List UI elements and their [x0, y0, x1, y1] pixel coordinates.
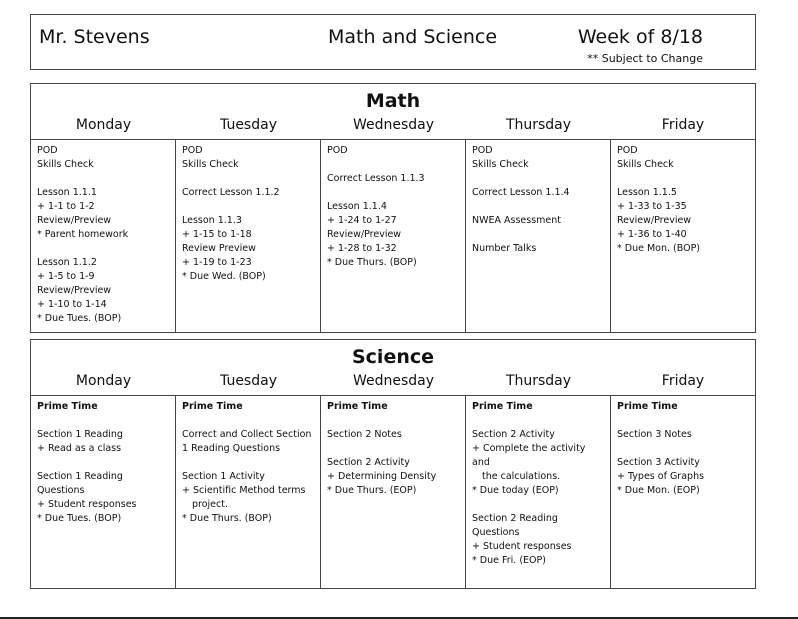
plan-line: POD — [617, 145, 638, 156]
plan-line: Prime Time — [617, 401, 678, 412]
plan-line: Questions — [472, 527, 520, 538]
teacher-name: Mr. Stevens — [39, 26, 150, 48]
plan-line: * Due Thurs. (EOP) — [327, 485, 417, 496]
plan-line: * Due today (EOP) — [472, 485, 559, 496]
plan-line: * Due Tues. (BOP) — [37, 513, 122, 524]
plan-line: Number Talks — [472, 243, 537, 254]
science-cell-tuesday — [176, 396, 321, 588]
plan-line — [327, 186, 461, 200]
subject-to-change-note: ** Subject to Change — [587, 52, 703, 65]
plan-line — [617, 172, 751, 186]
plan-line: + Determining Density — [327, 471, 437, 482]
plan-line — [327, 442, 461, 456]
plan-line — [327, 414, 461, 428]
plan-line: Skills Check — [37, 159, 94, 170]
science-cell-thursday — [466, 396, 611, 588]
plan-line — [37, 456, 171, 470]
plan-line: + Student responses — [37, 499, 137, 510]
science-title: Science — [351, 346, 435, 368]
plan-line: Section 3 Activity — [617, 457, 700, 468]
plan-line — [182, 200, 316, 214]
math-day-friday: Friday — [661, 117, 705, 133]
plan-line: + Read as a class — [37, 443, 122, 454]
math-cell-tuesday — [176, 140, 321, 332]
science-day-monday: Monday — [75, 373, 132, 389]
plan-line: + 1-24 to 1-27 — [327, 215, 397, 226]
plan-line: * Due Thurs. (BOP) — [327, 257, 417, 268]
plan-line: Section 2 Notes — [327, 429, 402, 440]
week-label: Week of 8/18 — [577, 26, 703, 48]
plan-line — [472, 200, 606, 214]
plan-line: Prime Time — [182, 401, 243, 412]
plan-line: the calculations. — [482, 471, 561, 482]
plan-line: * Due Tues. (BOP) — [37, 313, 122, 324]
math-cell-thursday — [466, 140, 611, 332]
plan-line: Section 1 Reading — [37, 471, 123, 482]
plan-line: Section 3 Notes — [617, 429, 692, 440]
plan-line: POD — [182, 145, 203, 156]
plan-line: POD — [327, 145, 348, 156]
science-day-headers — [31, 373, 755, 395]
plan-line: Review/Preview — [617, 215, 692, 226]
plan-line — [37, 242, 171, 256]
plan-line: + 1-10 to 1-14 — [37, 299, 107, 310]
plan-line: * Due Fri. (EOP) — [472, 555, 546, 566]
plan-line: Lesson 1.1.5 — [617, 187, 677, 198]
plan-line: Correct and Collect Section — [182, 429, 312, 440]
science-day-tuesday: Tuesday — [220, 373, 277, 389]
plan-line: + 1-19 to 1-23 — [182, 257, 252, 268]
plan-line: * Due Mon. (BOP) — [617, 243, 701, 254]
math-cell-monday — [31, 140, 176, 332]
science-day-thursday: Thursday — [505, 373, 572, 389]
plan-line: Skills Check — [472, 159, 529, 170]
plan-line: Review/Preview — [327, 229, 402, 240]
plan-line — [472, 414, 606, 428]
math-cell-friday — [611, 140, 755, 332]
science-plan-row — [31, 395, 755, 588]
plan-line: * Parent homework — [37, 229, 129, 240]
plan-line: * Due Wed. (BOP) — [182, 271, 266, 282]
plan-line: Prime Time — [37, 401, 98, 412]
math-plan-row — [31, 139, 755, 332]
plan-line: POD — [37, 145, 58, 156]
plan-line — [472, 228, 606, 242]
math-day-monday: Monday — [75, 117, 132, 133]
plan-line: Review/Preview — [37, 285, 112, 296]
plan-line: Prime Time — [472, 401, 533, 412]
plan-line — [327, 158, 461, 172]
plan-line: Lesson 1.1.2 — [37, 257, 97, 268]
science-cell-wednesday — [321, 396, 466, 588]
plan-line: Review/Preview — [37, 215, 112, 226]
plan-line: Correct Lesson 1.1.3 — [327, 173, 425, 184]
science-section — [30, 339, 756, 589]
plan-line — [37, 172, 171, 186]
plan-line: Section 2 Activity — [327, 457, 410, 468]
plan-line: Correct Lesson 1.1.2 — [182, 187, 280, 198]
plan-line: Lesson 1.1.1 — [37, 187, 97, 198]
plan-line: Questions — [37, 485, 85, 496]
plan-line: Section 1 Activity — [182, 471, 265, 482]
plan-line: Lesson 1.1.3 — [182, 215, 242, 226]
plan-line: NWEA Assessment — [472, 215, 562, 226]
plan-line: Correct Lesson 1.1.4 — [472, 187, 570, 198]
math-day-tuesday: Tuesday — [220, 117, 277, 133]
plan-line: + Scientific Method terms — [182, 485, 306, 496]
science-cell-monday — [31, 396, 176, 588]
plan-line: + 1-1 to 1-2 — [37, 201, 95, 212]
science-day-wednesday: Wednesday — [352, 373, 435, 389]
plan-line: Section 2 Activity — [472, 429, 555, 440]
course-title: Math and Science — [328, 26, 498, 48]
math-title: Math — [365, 90, 421, 112]
plan-line: + 1-28 to 1-32 — [327, 243, 397, 254]
plan-line: + Student responses — [472, 541, 572, 552]
plan-line — [182, 172, 316, 186]
plan-line — [617, 442, 751, 456]
math-day-wednesday: Wednesday — [352, 117, 435, 133]
plan-line: * Due Mon. (EOP) — [617, 485, 700, 496]
science-day-friday: Friday — [661, 373, 705, 389]
science-cell-friday — [611, 396, 755, 588]
plan-line: + Types of Graphs — [617, 471, 705, 482]
math-day-thursday: Thursday — [505, 117, 572, 133]
plan-line: Review Preview — [182, 243, 256, 254]
plan-line: Section 1 Reading — [37, 429, 123, 440]
plan-line: Lesson 1.1.4 — [327, 201, 387, 212]
plan-line — [182, 414, 316, 428]
plan-line: + 1-33 to 1-35 — [617, 201, 687, 212]
math-section — [30, 83, 756, 333]
plan-line — [617, 414, 751, 428]
plan-line: project. — [192, 499, 228, 510]
math-day-headers — [31, 117, 755, 139]
plan-line — [472, 498, 606, 512]
plan-line: * Due Thurs. (BOP) — [182, 513, 272, 524]
plan-line: + 1-15 to 1-18 — [182, 229, 252, 240]
plan-line: + 1-5 to 1-9 — [37, 271, 95, 282]
plan-line: + 1-36 to 1-40 — [617, 229, 687, 240]
plan-line: Prime Time — [327, 401, 388, 412]
plan-line — [472, 172, 606, 186]
plan-line: 1 Reading Questions — [182, 443, 281, 454]
plan-line: Skills Check — [182, 159, 239, 170]
math-cell-wednesday — [321, 140, 466, 332]
plan-line: Skills Check — [617, 159, 674, 170]
plan-line: + Complete the activity and — [472, 443, 589, 468]
plan-line — [182, 456, 316, 470]
plan-line: POD — [472, 145, 493, 156]
header-box — [30, 14, 756, 70]
plan-line: Section 2 Reading — [472, 513, 558, 524]
plan-line — [37, 414, 171, 428]
